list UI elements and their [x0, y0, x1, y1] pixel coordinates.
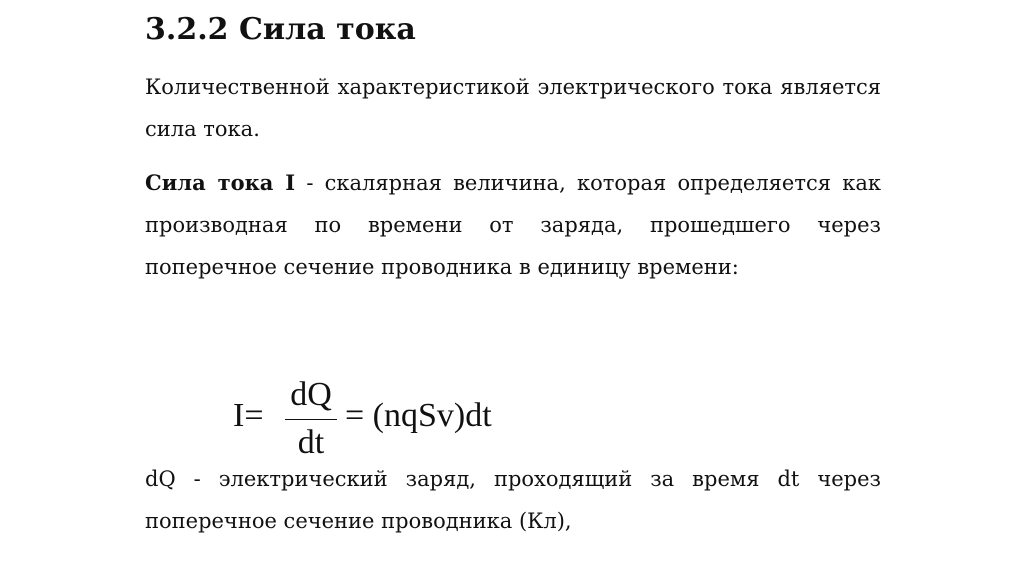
definition-text: - скалярная величина, которая определяется как производная по времени от заряда, прошедшего через поперечное сечение проводника в единицу времени:	[145, 171, 881, 279]
charge-description-paragraph: dQ - электрический заряд, проходящий за время dt через поперечное сечение проводника (Кл),	[145, 467, 881, 533]
intro-paragraph: Количественной характеристикой электрического тока является сила тока.	[145, 75, 881, 141]
fraction-denominator: dt	[297, 424, 325, 461]
definition-paragraph	[145, 162, 881, 288]
fraction-numerator: dQ	[290, 376, 332, 413]
fraction-bar	[285, 419, 337, 420]
formula-lhs: I=	[233, 397, 264, 434]
formula-rhs: = (nqSv)dt	[345, 397, 492, 434]
definition-term: Сила тока I	[145, 170, 296, 195]
section-heading: 3.2.2 Сила тока	[145, 12, 416, 47]
formula-fraction	[283, 375, 339, 465]
